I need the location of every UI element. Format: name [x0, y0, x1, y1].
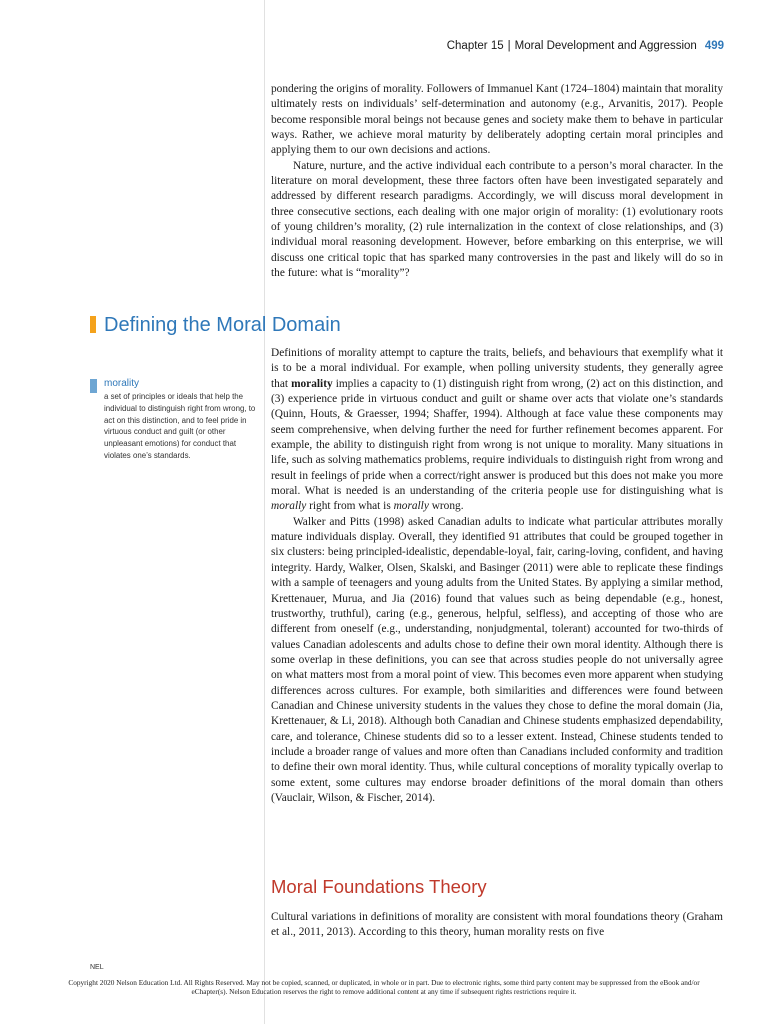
intro-paragraph-1: pondering the origins of morality. Followers of Immanuel Kant (1724–1804) maintain that morality ultimately rests on individuals’ self-determination and autonomy (e.g., Arvanitis, 2017). People become responsible moral beings not because genes and society make them to behave in particular ways. Rather, we achieve moral maturity by deliberately adopting certain moral principles and applying them to our own decisions and actions.: [271, 83, 723, 157]
gutter-divider: [264, 0, 265, 1024]
emphasis: morally: [271, 500, 307, 513]
chapter-title: Moral Development and Aggression: [514, 40, 697, 52]
key-term: morality: [291, 377, 333, 390]
section-paragraph-1: Definitions of morality attempt to capture the traits, beliefs, and behaviours that exemplify what it is to be a moral individual. For example, when polling university students, they generally agree that morality implies a capacity to (1) distinguish right from wrong, (2) act on this distinction, and (3) experience pride in virtuous conduct and guilt or shame over acts that violate one’s standards (Quinn, Houts, & Graesser, 1994; Shaffer, 1994). Although at face value these components may seem comprehensive, when delving further the need for further refinement becomes apparent. For example, the ability to distinguish right from wrong is not unique to morality. Many situations in life, such as solving mathematics problems, require individuals to distinguish right from wrong and result in feelings of pride when a correct/right answer is produced but this does not make you more moral. What is needed is an understanding of the criteria people use for distinguishing what is morally right from what is morally wrong.: [271, 347, 723, 513]
intro-text: [271, 82, 723, 281]
intro-paragraph-2: Nature, nurture, and the active individual each contribute to a person’s moral character. In the literature on moral development, these three factors often have been investigated separately and addressed by different research paradigms. Accordingly, we will discuss moral development in three consecutive sections, each dealing with one major origin of morality: (1) evolutionary roots of young children’s morality, (2) rule internalization in the context of close relationships, and (3) individual moral reasoning development. However, before embarking on this enterprise, we will discuss one critical topic that has sparked many controversies in the past and likely will do so in the future: what is “morality”?: [271, 159, 723, 280]
page-number: 499: [704, 40, 724, 52]
separator: |: [507, 40, 511, 52]
emphasis: morally: [393, 500, 429, 513]
margin-glossary: [90, 377, 258, 462]
publisher-tag: NEL: [90, 964, 104, 971]
subsection-paragraph-1: Cultural variations in definitions of morality are consistent with moral foundations theory (Graham et al., 2011, 2013). According to this theory, human morality rests on five: [271, 911, 723, 939]
section-heading-text: Defining the Moral Domain: [104, 314, 341, 336]
section-heading: [90, 314, 341, 337]
section-paragraph-2: Walker and Pitts (1998) asked Canadian adults to indicate what particular attributes morally mature individuals display. Overall, they identified 91 attributes that could be grouped together in six clusters: being principled-idealistic, dependable-loyal, fair, caring-loving, confident, and having integrity. Hardy, Walker, Olsen, Skalski, and Basinger (2011) were able to replicate these findings with a sample of teenagers and young adults from the United States. By applying a similar method, Krettenauer, Murua, and Jia (2016) found that values such as being dependable (e.g., honest, trustworthy, truthful), caring (e.g., generous, helpful, selfless), and accepting of those who are different from oneself (e.g., understanding, nonjudgmental, tolerant) accounted for two-thirds of values Canadian adolescents and adults chose to define their own moral identity. Although there is some overlap in these definitions, you can see that across studies people do not universally agree on what matters most from a moral point of view. This becomes even more apparent when studying differences across cultures. For example, both similarities and differences were found between Canadian and Chinese university students in the values they chose to define the moral domain (Jia, Krettenauer, & Li, 2018). Although both Canadian and Chinese students emphasized dependability, care, and tolerance, Chinese students did so to a lesser extent. Instead, Chinese students tended to include a broader range of values and more often than Canadians included conformity and tradition to define their own moral identity. Thus, while cultural conceptions of morality typically overlap to some extent, some cultures may endorse broader definitions of the moral domain than others (Vauclair, Wilson, & Fischer, 2014).: [271, 515, 723, 804]
subsection-text: [271, 910, 723, 941]
subsection-heading: Moral Foundations Theory: [271, 876, 487, 897]
copyright-notice: Copyright 2020 Nelson Education Ltd. All Rights Reserved. May not be copied, scanned, or duplicated, in whole or in part. Due to electronic rights, some third party content may be suppressed from the eBook and/or eChapter(s). Nelson Education reserves the right to remove additional content at any time if subsequent rights restrictions require it.: [68, 978, 700, 997]
heading-bar: [90, 316, 96, 333]
glossary-definition: a set of principles or ideals that help the individual to distinguish right from wrong, to act on this distinction, and to feel pride in virtuous conduct and guilt (or other unpleasant emotions) for conduct that violates one’s standards.: [104, 392, 256, 460]
section-text: [271, 346, 723, 806]
glossary-term: morality: [104, 378, 140, 389]
glossary-marker: [90, 379, 97, 393]
running-head: [447, 40, 724, 52]
chapter-label: Chapter 15: [446, 40, 504, 52]
